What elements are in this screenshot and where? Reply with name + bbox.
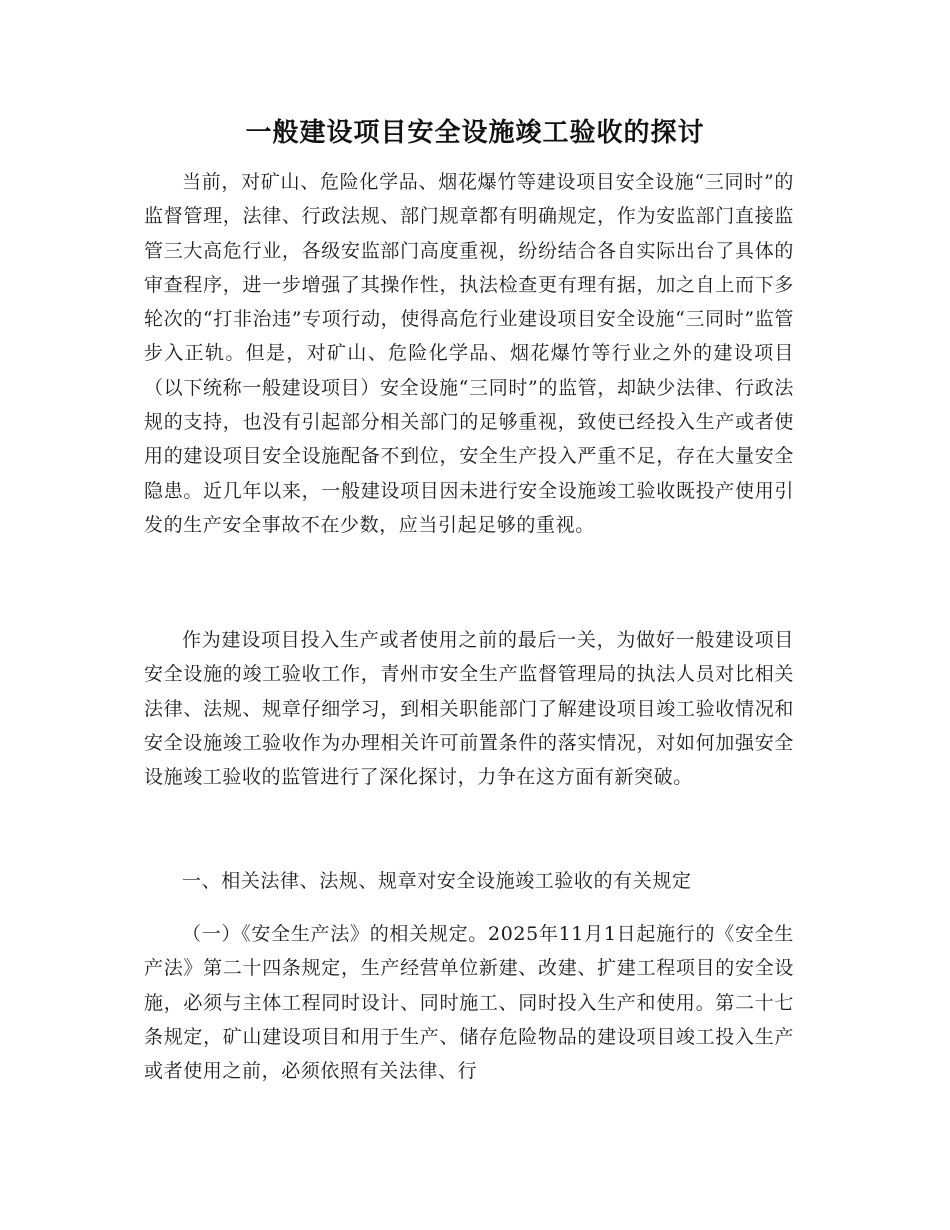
document-title: 一般建设项目安全设施竣工验收的探讨 bbox=[245, 118, 705, 148]
paragraph-purpose: 作为建设项目投入生产或者使用之前的最后一关，为做好一般建设项目安全设施的竣工验收工作，青州市安全生产监督管理局的执法人员对比相关法律、法规、规章仔细学习，到相关职能部门了解建设项目竣工验收情况和安全设施竣工验收作为办理相关许可前置条件的落实情况，对如何加强安全设施竣工验收的监管进行了深化探讨，力争在这方面有新突破。 bbox=[144, 629, 794, 789]
paragraph-intro: 当前，对矿山、危险化学品、烟花爆竹等建设项目安全设施“三同时”的监督管理，法律、行政法规、部门规章都有明确规定，作为安监部门直接监管三大高危行业，各级安监部门高度重视，纷纷结合各自实际出台了具体的审查程序，进一步增强了其操作性，执法检查更有理有据，加之自上而下多轮次的“打非治违”专项行动，使得高危行业建设项目安全设施“三同时”监管步入正轨。但是，对矿山、危险化学品、烟花爆竹等行业之外的建设项目（以下统称一般建设项目）安全设施“三同时”的监管，却缺少法律、行政法规的支持，也没有引起部分相关部门的足够重视，致使已经投入生产或者使用的建设项目安全设施配备不到位，安全生产投入严重不足，存在大量安全隐患。近几年以来，一般建设项目因未进行安全设施竣工验收既投产使用引发的生产安全事故不在少数，应当引起足够的重视。 bbox=[144, 171, 794, 536]
paragraph-safety-law: （一）《安全生产法》的相关规定。2025年11月1日起施行的《安全生产法》第二十四条规定，生产经营单位新建、改建、扩建工程项目的安全设施，必须与主体工程同时设计、同时施工、同时投入生产和使用。第二十七条规定，矿山建设项目和用于生产、储存危险物品的建设项目竣工投入生产或者使用之前，必须依照有关法律、行 bbox=[144, 923, 794, 1083]
section-heading-1: 一、相关法律、法规、规章对安全设施竣工验收的有关规定 bbox=[182, 870, 692, 892]
